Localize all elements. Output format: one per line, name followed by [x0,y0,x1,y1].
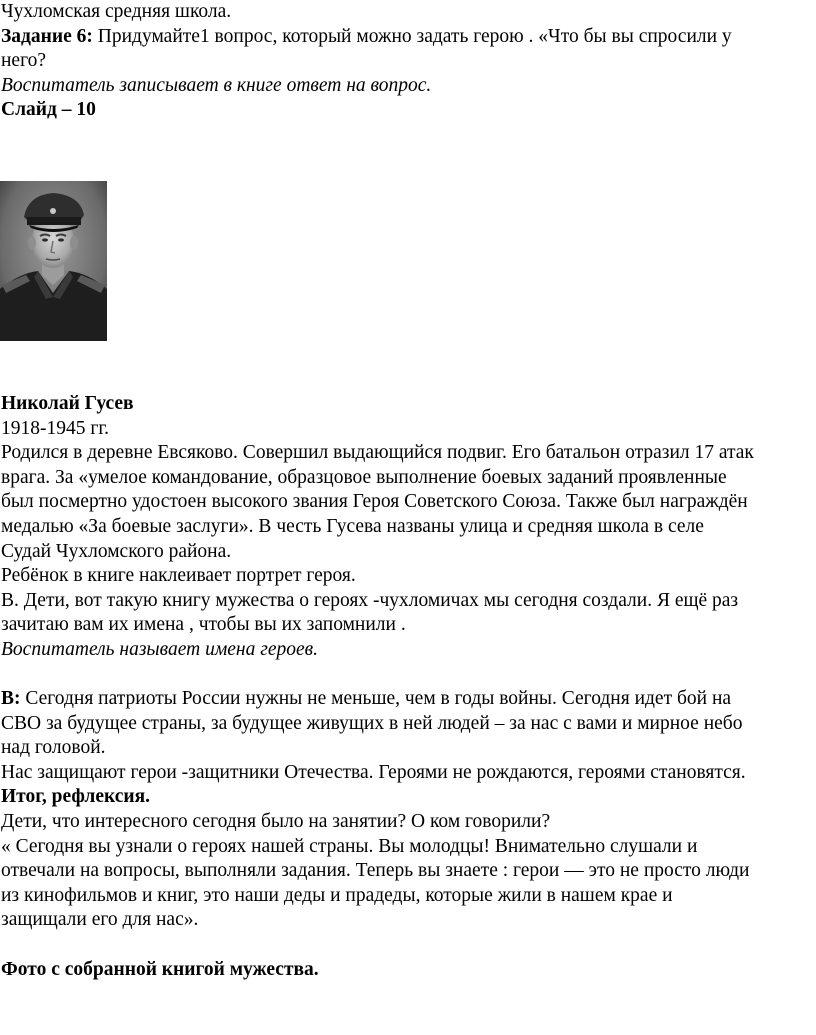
teacher-note-names: Воспитатель называет имена героев. [1,638,318,660]
summary-question: Дети, что интересного сегодня было на занятии? О ком говорили? [1,811,551,833]
hero-bio-line: был посмертно удостоен высокого звания Героя Советского Союза. Также был награждён [1,491,748,513]
hero-years: 1918-1945 гг. [1,417,110,439]
summary-heading: Итог, рефлексия. [1,786,151,808]
teacher-speech-line: над головой. [1,737,106,759]
task-label: Задание 6: [1,25,93,47]
photo-caption: Фото с собранной книгой мужества. [1,958,319,980]
final-speech-line: « Сегодня вы узнали о героях нашей страны. Вы молодцы! Внимательно слушали и [1,835,698,857]
blank-line [1,663,813,688]
task-line-2: него? [1,50,47,72]
spacer [1,341,813,392]
final-speech-line: отвечали на вопросы, выполняли задания. Теперь вы знаете : герои — это не просто люди [1,860,750,882]
document-page [1,0,813,982]
hero-name: Николай Гусев [1,392,134,414]
speaker-label: В: [1,688,21,710]
hero-portrait-photo [0,181,107,341]
school-name: Чухломская средняя школа. [1,1,232,22]
slide-number: Слайд – 10 [1,99,96,121]
hero-bio-line: врага. За «умелое командование, образцовое выполнение боевых заданий проявленные [1,466,727,488]
hero-bio-line: Судай Чухломского района. [1,540,232,562]
teacher-line: зачитаю вам их имена , чтобы вы их запомнили . [1,614,406,636]
teacher-speech-text: Сегодня патриоты России нужны не меньше, чем в годы войны. Сегодня идет бой на [20,688,732,710]
teacher-note-record: Воспитатель записывает в книге ответ на вопрос. [1,74,432,96]
teacher-line: В. Дети, вот такую книгу мужества о героях -чухломичах мы сегодня создали. Я ещё раз [1,589,739,611]
hero-bio-line: медалью «За боевые заслуги». В честь Гусева названы улица и средняя школа в селе [1,515,704,537]
task-text: Придумайте1 вопрос, который можно задать герою . «Что бы вы спросили у [92,25,732,47]
teacher-speech-line [1,687,813,712]
defenders-line: Нас защищают герои -защитники Отечества. Героями не рождаются, героями становятся. [1,761,746,783]
final-speech-line: из кинофильмов и книг, это наши деды и прадеды, которые жили в нашем крае и [1,884,673,906]
final-speech-line: защищали его для нас». [1,909,199,931]
child-action: Ребёнок в книге наклеивает портрет героя. [1,565,356,587]
task-line-1 [1,25,813,50]
hero-bio-line: Родился в деревне Евсяково. Совершил выдающийся подвиг. Его батальон отразил 17 атак [1,442,754,464]
teacher-speech-line: СВО за будущее страны, за будущее живущих в ней людей – за нас с вами и мирное небо [1,712,743,734]
blank-line [1,933,813,958]
